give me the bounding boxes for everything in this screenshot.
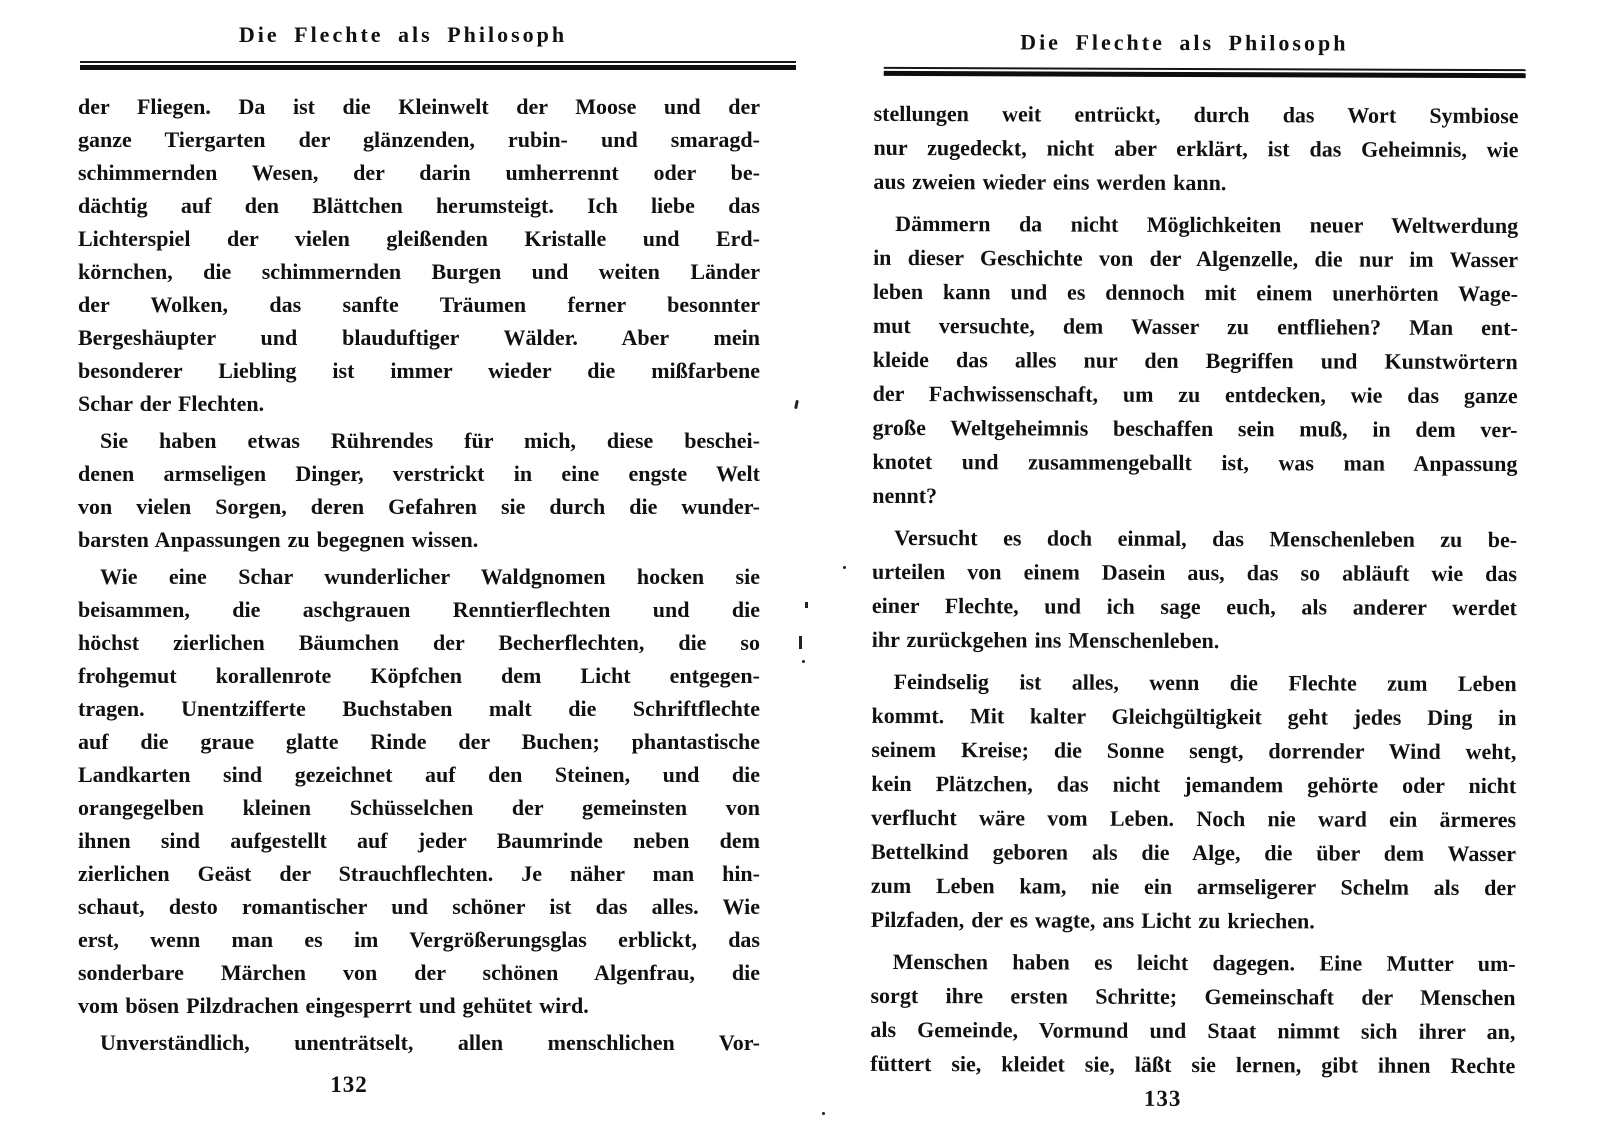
paragraph [872,521,1517,659]
page-body-left [78,90,760,1059]
running-header-left: Die Flechte als Philosoph [238,22,568,47]
text-line: Pilzfaden, der es wagte, ans Licht zu kriechen. [870,906,1315,934]
text-line: nur zugedeckt, nicht aber erklärt, ist das Geheimnis, wie [873,134,1519,163]
text-line: ihnen sind aufgestellt auf jeder Baumrinde neben dem [78,828,760,853]
text-line: füttert sie, kleidet sie, läßt sie lernen, gibt ihnen Rechte [870,1050,1516,1079]
text-line: der Fliegen. Da ist die Kleinwelt der Moose und der [78,94,760,119]
text-line: kleide das alles nur den Begriffen und Kunstwörtern [872,346,1518,375]
text-line: seinem Kreise; die Sonne sengt, dorrender Wind weht, [871,736,1517,765]
text-line: Bettelkind geboren als die Alge, die über dem Wasser [870,838,1517,867]
text-line: sorgt ihre ersten Schritte; Gemeinschaft der Menschen [870,982,1516,1011]
scan-speck [805,602,808,608]
text-line: Dämmern da nicht Möglichkeiten neuer Weltwerdung [895,210,1519,239]
paragraph [78,1026,760,1059]
scan-speck [794,400,799,409]
text-line: kommt. Mit kalter Gleichgültigkeit geht jedes Ding in [871,702,1517,731]
text-line: schaut, desto romantischer und schöner ist das alles. Wie [78,894,760,919]
text-line: einer Flechte, und ich sage euch, als anderer werdet [871,592,1517,621]
text-line: denen armseligen Dinger, verstrickt in eine engste Welt [78,461,760,486]
text-line: mut versuchte, dem Wasser zu entfliehen? Man ent- [872,312,1518,341]
text-line: vom bösen Pilzdrachen eingesperrt und gehütet wird. [78,993,589,1018]
text-line: Schar der Flechten. [78,391,265,416]
paragraph [78,560,760,1022]
page-number-right: 133 [1143,1085,1182,1111]
text-line: ihr zurückgehen ins Menschenleben. [871,626,1220,654]
text-line: Bergeshäupter und blauduftiger Wälder. Aber mein [78,325,760,350]
text-line: in dieser Geschichte von der Algenzelle, die nur im Wasser [873,244,1519,273]
text-line: Menschen haben es leicht dagegen. Eine Mutter um- [892,948,1516,977]
header-rule-thick [884,71,1526,78]
text-line: dächtig auf den Blättchen herumsteigt. Ich liebe das [78,193,760,218]
text-line: orangegelben kleinen Schüsselchen der gemeinsten von [78,795,760,820]
text-line: schimmernden Wesen, der darin umherrennt oder be- [78,160,760,185]
header-rule-left [80,61,796,70]
text-line: der Wolken, das sanfte Träumen ferner besonnter [78,292,760,317]
text-line: Versucht es doch einmal, das Menschenleben zu be- [894,524,1518,553]
text-line: von vielen Sorgen, deren Gefahren sie durch die wunder- [78,494,760,519]
running-header-right: Die Flechte als Philosoph [1020,29,1349,56]
text-line: stellungen weit entrückt, durch das Wort Symbiose [873,100,1519,129]
text-line: der Fachwissenschaft, um zu entdecken, wie das ganze [872,380,1518,409]
text-line: leben kann und es dennoch mit einem unerhörten Wage- [872,278,1519,307]
text-line: beisammen, die aschgrauen Renntierflechten und die [78,597,760,622]
text-line: sonderbare Märchen von der schönen Algenfrau, die [78,960,760,985]
paragraph [78,90,760,420]
page-left [78,0,760,1141]
text-line: Lichterspiel der vielen gleißenden Kristalle und Erd- [78,226,760,251]
scan-speck [802,660,805,663]
text-line: erst, wenn man es im Vergrößerungsglas erblickt, das [78,927,760,952]
text-line: zum Leben kam, nie ein armseligerer Schelm als der [870,872,1516,901]
text-line: nennt? [872,482,938,509]
text-line: ganze Tiergarten der glänzenden, rubin- und smaragd- [78,127,760,152]
text-line: als Gemeinde, Vormund und Staat nimmt sich ihrer an, [870,1016,1516,1045]
page-body-right [870,97,1518,1083]
header-rule-thin [80,61,796,63]
paragraph [872,207,1518,515]
text-line: große Weltgeheimnis beschaffen sein muß, in dem ver- [872,414,1518,443]
text-line: auf die graue glatte Rinde der Buchen; phantastische [78,729,760,754]
page-number-left: 132 [330,1072,368,1097]
text-line: verflucht wäre vom Leben. Noch nie ward ein ärmeres [871,804,1517,833]
scan-speck [799,636,802,649]
text-line: frohgemut korallenrote Köpfchen dem Licht entgegen- [78,663,760,688]
text-line: Feindselig ist alles, wenn die Flechte zum Leben [893,668,1517,697]
text-line: Unverständlich, unenträtselt, allen menschlichen Vor- [100,1030,760,1055]
text-line: knotet und zusammengeballt ist, was man Anpassung [872,448,1518,477]
text-line: zierlichen Geäst der Strauchflechten. Je näher man hin- [78,861,760,886]
page-right [870,0,1519,1142]
paragraph [873,97,1518,201]
text-line: höchst zierlichen Bäumchen der Becherflechten, die so [78,630,760,655]
text-line: Wie eine Schar wunderlicher Waldgnomen hocken sie [100,564,760,589]
paragraph [871,665,1517,939]
text-line: Sie haben etwas Rührendes für mich, diese beschei- [100,428,760,453]
text-line: aus zweien wieder eins werden kann. [873,168,1227,196]
scan-speck [822,1112,825,1115]
text-line: tragen. Unentzifferte Buchstaben malt die Schriftflechte [78,696,760,721]
scan-speck [843,566,846,569]
text-line: körnchen, die schimmernden Burgen und weiten Länder [78,259,760,284]
text-line: Landkarten sind gezeichnet auf den Steinen, und die [78,762,760,787]
text-line: besonderer Liebling ist immer wieder die mißfarbene [78,358,760,383]
paragraph [78,424,760,556]
paragraph [870,945,1515,1083]
header-rule-thick [80,65,796,70]
text-line: kein Plätzchen, das nicht jemandem gehörte oder nicht [871,770,1517,799]
header-rule-right [884,67,1526,78]
text-line: barsten Anpassungen zu begegnen wissen. [78,527,479,552]
text-line: urteilen von einem Dasein aus, das so abläuft wie das [871,558,1518,587]
